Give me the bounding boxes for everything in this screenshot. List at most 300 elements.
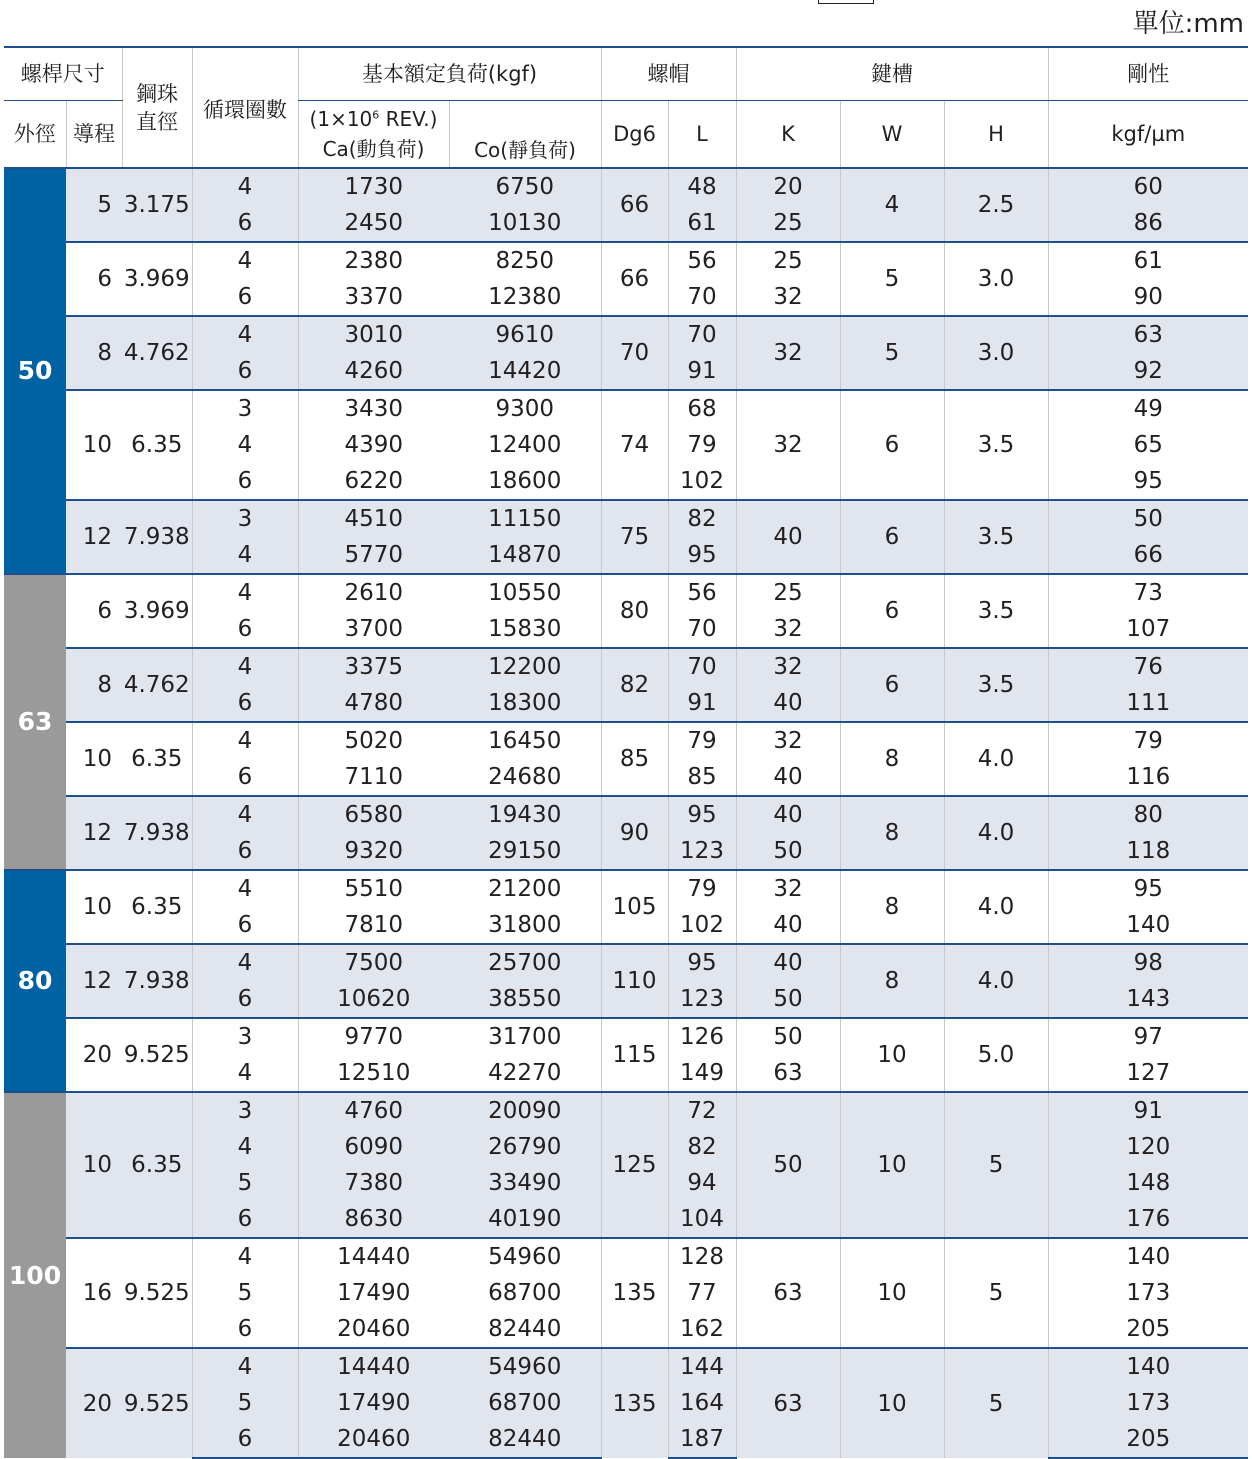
lead-cell: 12: [66, 796, 122, 870]
lead-cell: 16: [66, 1238, 122, 1348]
dg6-cell: 66: [601, 168, 668, 242]
ball-dia-cell: 3.175: [122, 168, 192, 242]
rigidity-cell: 95: [1048, 870, 1248, 907]
circuits-cell: 6: [192, 205, 298, 242]
circuits-cell: 4: [192, 722, 298, 759]
circuits-cell: 6: [192, 463, 298, 500]
nut-length-cell: 61: [668, 205, 736, 242]
nut-length-cell: 70: [668, 611, 736, 648]
keyway-w-cell: 10: [840, 1238, 944, 1348]
ca-cell: 10620: [298, 981, 449, 1018]
circuits-cell: 6: [192, 759, 298, 796]
dg6-cell: 70: [601, 316, 668, 390]
rigidity-cell: 76: [1048, 648, 1248, 685]
circuits-cell: 6: [192, 1311, 298, 1348]
circuits-cell: 6: [192, 685, 298, 722]
nut-length-cell: 95: [668, 944, 736, 981]
nut-length-cell: 128: [668, 1238, 736, 1275]
nut-length-cell: 95: [668, 537, 736, 574]
co-cell: 24680: [488, 764, 562, 790]
nut-length-cell: 70: [668, 316, 736, 353]
circuits-cell: 6: [192, 1201, 298, 1238]
ca-cell: 6220: [298, 463, 449, 500]
rigidity-cell: 79: [1048, 722, 1248, 759]
rigidity-cell: 116: [1048, 759, 1248, 796]
nut-length-cell: 56: [668, 242, 736, 279]
nut-header: 螺帽: [601, 47, 736, 101]
keyway-h-cell: 3.0: [944, 242, 1048, 316]
keyway-k-cell: 32: [736, 316, 840, 390]
dg6-cell: 74: [601, 390, 668, 500]
rigidity-cell: 143: [1048, 981, 1248, 1018]
lead-cell: 10: [66, 1092, 122, 1238]
ca-cell: 4780: [298, 685, 449, 722]
ca-cell: 14440: [298, 1348, 449, 1385]
circuits-cell: 4: [192, 427, 298, 463]
keyway-h-cell: 4.0: [944, 722, 1048, 796]
ball-dia-header: 鋼珠直徑: [122, 47, 192, 168]
dynamic-load-header: [298, 101, 449, 169]
rigidity-cell: 50: [1048, 500, 1248, 537]
keyway-h-cell: 2.5: [944, 168, 1048, 242]
keyway-w-cell: 10: [840, 1018, 944, 1092]
circuits-cell: 4: [192, 796, 298, 833]
table-header: [4, 47, 1248, 168]
keyway-k-cell: 50: [736, 833, 840, 870]
ca-cell: 4510: [298, 500, 449, 537]
co-cell: 10550: [449, 574, 601, 611]
circuits-header: 循環圈數: [192, 47, 298, 168]
rigidity-cell: 173: [1048, 1385, 1248, 1421]
outer-dia-cell: 63: [4, 574, 66, 870]
dg6-cell: 110: [601, 944, 668, 1018]
rigidity-header: 剛性: [1048, 47, 1248, 101]
page-tab-marker: [818, 0, 874, 4]
nut-length-cell: 187: [668, 1421, 736, 1458]
ball-dia-cell: 6.35: [122, 870, 192, 944]
nut-length-cell: 123: [668, 981, 736, 1018]
co-cell: 10130: [449, 205, 601, 242]
dg6-header: Dg6: [601, 101, 668, 169]
co-cell: 38550: [449, 981, 601, 1018]
co-cell: 68700: [488, 1280, 562, 1306]
keyway-w-cell: 10: [840, 1348, 944, 1458]
lead-cell: 6: [66, 242, 122, 316]
rigidity-cell: 91: [1048, 1092, 1248, 1129]
dg6-cell: 80: [601, 574, 668, 648]
keyway-w-cell: 5: [840, 242, 944, 316]
co-cell: 8250: [449, 242, 601, 279]
lead-cell: 5: [66, 168, 122, 242]
dg6-cell: 105: [601, 870, 668, 944]
ball-dia-cell: 3.969: [122, 574, 192, 648]
rigidity-cell: 98: [1048, 944, 1248, 981]
keyway-h-cell: 4.0: [944, 944, 1048, 1018]
co-cell: 42270: [488, 1060, 562, 1086]
keyway-k-cell: 40: [736, 907, 840, 944]
keyway-h-cell: 4.0: [944, 870, 1048, 944]
circuits-cell: 4: [192, 537, 298, 574]
rigidity-cell: 127: [1048, 1055, 1248, 1092]
ball-dia-cell: 6.35: [122, 722, 192, 796]
co-cell: 82440: [449, 1421, 601, 1458]
co-cell: 25700: [449, 944, 601, 981]
dg6-cell: 125: [601, 1092, 668, 1238]
nut-length-cell: 91: [668, 685, 736, 722]
ball-dia-cell: 9.525: [122, 1348, 192, 1458]
dg6-cell: 115: [601, 1018, 668, 1092]
nut-length-cell: 79: [668, 722, 736, 759]
circuits-cell: 3: [192, 1092, 298, 1129]
ball-dia-cell: 4.762: [122, 648, 192, 722]
co-cell: 21200: [449, 870, 601, 907]
ball-dia-cell: 4.762: [122, 316, 192, 390]
circuits-cell: 5: [192, 1385, 298, 1421]
nut-length-cell: 85: [668, 759, 736, 796]
nut-length-cell: 79: [668, 870, 736, 907]
ca-cell: 17490: [298, 1275, 449, 1311]
keyway-header: 鍵槽: [736, 47, 1048, 101]
load-rating-header: 基本額定負荷(kgf): [298, 47, 601, 101]
keyway-w-cell: 6: [840, 500, 944, 574]
rigidity-cell: 73: [1048, 574, 1248, 611]
ca-cell: 3370: [298, 279, 449, 316]
keyway-h-cell: 3.0: [944, 316, 1048, 390]
dg6-cell: 135: [601, 1238, 668, 1348]
unit-label: 單位:mm: [1132, 9, 1244, 39]
co-cell: 31800: [488, 912, 562, 938]
circuits-cell: 5: [192, 1275, 298, 1311]
static-load-header: Co(靜負荷): [449, 101, 601, 169]
keyway-k-cell: 40: [736, 944, 840, 981]
rigidity-unit-header: kgf/µm: [1048, 101, 1248, 169]
rigidity-cell: 205: [1048, 1311, 1248, 1348]
rigidity-cell: 148: [1048, 1165, 1248, 1201]
ca-cell: 6090: [298, 1129, 449, 1165]
ball-dia-cell: 9.525: [122, 1018, 192, 1092]
ca-cell: 20460: [298, 1421, 449, 1458]
nut-length-cell: 102: [668, 907, 736, 944]
keyway-k-cell: 63: [736, 1238, 840, 1348]
keyway-w-cell: 6: [840, 648, 944, 722]
keyway-k-header: K: [736, 101, 840, 169]
ca-cell: 9770: [298, 1018, 449, 1055]
keyway-h-cell: 3.5: [944, 574, 1048, 648]
co-cell: 12400: [488, 432, 562, 458]
nut-length-cell: 79: [668, 427, 736, 463]
circuits-cell: 4: [192, 944, 298, 981]
circuits-cell: 4: [192, 1238, 298, 1275]
table-row: [4, 574, 1248, 611]
co-cell: 12200: [449, 648, 601, 685]
table-row: [4, 870, 1248, 907]
ball-dia-cell: 7.938: [122, 944, 192, 1018]
circuits-cell: 6: [192, 833, 298, 870]
co-cell: 14420: [449, 353, 601, 390]
nut-length-cell: 162: [668, 1311, 736, 1348]
table-row: [4, 500, 1248, 537]
table-body: [4, 168, 1248, 1458]
nut-length-cell: 72: [668, 1092, 736, 1129]
nut-length-cell: 144: [668, 1348, 736, 1385]
circuits-cell: 6: [192, 981, 298, 1018]
circuits-cell: 6: [192, 1421, 298, 1458]
table-row: [4, 944, 1248, 981]
table-row: [4, 242, 1248, 279]
co-cell: 18600: [488, 468, 562, 494]
rigidity-cell: 61: [1048, 242, 1248, 279]
keyway-w-cell: 6: [840, 574, 944, 648]
nut-length-cell: 102: [668, 463, 736, 500]
table-row: [4, 796, 1248, 833]
table-row: [4, 1238, 1248, 1275]
circuits-cell: 6: [192, 611, 298, 648]
rigidity-cell: 65: [1048, 427, 1248, 463]
table-row: [4, 1018, 1248, 1055]
table-row: [4, 390, 1248, 427]
ca-cell: 7810: [298, 907, 449, 944]
rigidity-cell: 118: [1048, 833, 1248, 870]
rigidity-cell: 49: [1048, 390, 1248, 427]
outer-dia-cell: 100: [4, 1092, 66, 1458]
circuits-cell: 4: [192, 870, 298, 907]
rigidity-cell: 140: [1048, 907, 1248, 944]
rigidity-cell: 111: [1048, 685, 1248, 722]
keyway-k-cell: 32: [736, 611, 840, 648]
keyway-k-cell: 25: [736, 242, 840, 279]
co-cell: 9610: [449, 316, 601, 353]
circuits-cell: 4: [192, 1129, 298, 1165]
co-cell: 11150: [449, 500, 601, 537]
table-row: [4, 722, 1248, 759]
lead-cell: 8: [66, 316, 122, 390]
co-cell: 31700: [449, 1018, 601, 1055]
dg6-cell: 90: [601, 796, 668, 870]
co-cell: 40190: [449, 1201, 601, 1238]
keyway-k-cell: 50: [736, 1018, 840, 1055]
keyway-w-cell: 8: [840, 870, 944, 944]
keyway-w-cell: 8: [840, 796, 944, 870]
nut-length-cell: 104: [668, 1201, 736, 1238]
keyway-h-cell: 5: [944, 1238, 1048, 1348]
lead-header: 導程: [66, 101, 122, 169]
ca-cell: 7110: [298, 759, 449, 796]
screw-size-header: 螺桿尺寸: [4, 47, 122, 101]
outer-dia-header: 外徑: [4, 101, 66, 169]
co-cell: 54960: [449, 1348, 601, 1385]
co-cell: 19430: [449, 796, 601, 833]
co-cell: 14870: [449, 537, 601, 574]
circuits-cell: 4: [192, 316, 298, 353]
circuits-cell: 6: [192, 353, 298, 390]
rigidity-cell: 205: [1048, 1421, 1248, 1458]
ball-dia-cell: 3.969: [122, 242, 192, 316]
co-cell: 16450: [449, 722, 601, 759]
keyway-w-cell: 8: [840, 944, 944, 1018]
rigidity-cell: 63: [1048, 316, 1248, 353]
nut-length-cell: 94: [668, 1165, 736, 1201]
rigidity-cell: 86: [1048, 205, 1248, 242]
keyway-h-cell: 5: [944, 1348, 1048, 1458]
ca-cell: 5770: [298, 537, 449, 574]
circuits-cell: 4: [192, 1348, 298, 1385]
ca-cell: 4760: [298, 1092, 449, 1129]
keyway-k-cell: 32: [736, 722, 840, 759]
keyway-w-cell: 4: [840, 168, 944, 242]
co-cell: 15830: [488, 616, 562, 642]
keyway-k-cell: 32: [736, 870, 840, 907]
ball-dia-cell: 6.35: [122, 1092, 192, 1238]
lead-cell: 10: [66, 722, 122, 796]
keyway-h-cell: 4.0: [944, 796, 1048, 870]
circuits-cell: 3: [192, 390, 298, 427]
ball-dia-cell: 6.35: [122, 390, 192, 500]
lead-cell: 10: [66, 870, 122, 944]
ca-cell: 3375: [298, 648, 449, 685]
circuits-cell: 6: [192, 907, 298, 944]
rigidity-cell: 176: [1048, 1201, 1248, 1238]
lead-cell: 20: [66, 1348, 122, 1458]
nut-length-cell: 95: [668, 796, 736, 833]
ball-screw-spec-table: [4, 46, 1248, 1459]
dg6-cell: 82: [601, 648, 668, 722]
keyway-h-cell: 3.5: [944, 648, 1048, 722]
outer-dia-cell: 80: [4, 870, 66, 1092]
nut-length-cell: 164: [668, 1385, 736, 1421]
rigidity-cell: 140: [1048, 1348, 1248, 1385]
ca-cell: 2450: [298, 205, 449, 242]
nut-length-cell: 70: [668, 648, 736, 685]
keyway-w-cell: 10: [840, 1092, 944, 1238]
nut-length-cell: 126: [668, 1018, 736, 1055]
rigidity-cell: 92: [1048, 353, 1248, 390]
lead-cell: 12: [66, 944, 122, 1018]
rigidity-cell: 120: [1048, 1129, 1248, 1165]
keyway-w-cell: 6: [840, 390, 944, 500]
ca-cell: 20460: [298, 1311, 449, 1348]
nut-length-cell: 70: [668, 279, 736, 316]
co-cell: 29150: [449, 833, 601, 870]
ca-cell: 6580: [298, 796, 449, 833]
nut-length-cell: 82: [668, 500, 736, 537]
co-cell: 33490: [449, 1165, 601, 1201]
rigidity-cell: 80: [1048, 796, 1248, 833]
keyway-h-cell: 3.5: [944, 390, 1048, 500]
nut-length-cell: 56: [668, 574, 736, 611]
rigidity-cell: 140: [1048, 1238, 1248, 1275]
ball-dia-cell: 9.525: [122, 1238, 192, 1348]
co-cell: 26790: [449, 1129, 601, 1165]
circuits-cell: 4: [192, 648, 298, 685]
ca-cell: 5510: [298, 870, 449, 907]
table-row: [4, 1092, 1248, 1129]
keyway-k-cell: 40: [736, 759, 840, 796]
ca-cell: 8630: [298, 1201, 449, 1238]
nut-length-cell: 149: [668, 1055, 736, 1092]
ca-cell: 17490: [298, 1385, 449, 1421]
circuits-cell: 3: [192, 500, 298, 537]
table-row: [4, 1348, 1248, 1385]
nut-length-header: L: [668, 101, 736, 169]
outer-dia-cell: 50: [4, 168, 66, 574]
keyway-k-cell: 40: [736, 685, 840, 722]
rigidity-cell: 97: [1048, 1018, 1248, 1055]
dg6-cell: 85: [601, 722, 668, 796]
keyway-k-cell: 32: [736, 390, 840, 500]
rigidity-cell: 60: [1048, 168, 1248, 205]
keyway-k-cell: 20: [736, 168, 840, 205]
rigidity-cell: 66: [1048, 537, 1248, 574]
circuits-cell: 6: [192, 279, 298, 316]
co-cell: 82440: [488, 1316, 562, 1342]
lead-cell: 6: [66, 574, 122, 648]
keyway-h-cell: 3.5: [944, 500, 1048, 574]
co-cell: 9300: [449, 390, 601, 427]
circuits-cell: 4: [192, 574, 298, 611]
ca-cell: 12510: [298, 1055, 449, 1092]
ca-cell: 2610: [298, 574, 449, 611]
ball-dia-cell: 7.938: [122, 796, 192, 870]
ca-cell: 9320: [298, 833, 449, 870]
dg6-cell: 66: [601, 242, 668, 316]
keyway-h-cell: 5: [944, 1092, 1048, 1238]
lead-cell: 8: [66, 648, 122, 722]
rigidity-cell: 107: [1048, 611, 1248, 648]
co-cell: 12380: [488, 284, 562, 310]
rigidity-cell: 95: [1048, 463, 1248, 500]
nut-length-cell: 82: [668, 1129, 736, 1165]
ca-label: Ca(動負荷): [322, 137, 425, 161]
nut-length-cell: 91: [668, 353, 736, 390]
table-row: [4, 316, 1248, 353]
co-cell: 54960: [449, 1238, 601, 1275]
circuits-cell: 4: [192, 242, 298, 279]
nut-length-cell: 68: [668, 390, 736, 427]
keyway-k-cell: 50: [736, 1092, 840, 1238]
ca-cell: 2380: [298, 242, 449, 279]
nut-length-cell: 48: [668, 168, 736, 205]
ca-cell: 3010: [298, 316, 449, 353]
keyway-k-cell: 32: [736, 279, 840, 316]
ball-dia-cell: 7.938: [122, 500, 192, 574]
ca-cell: 5020: [298, 722, 449, 759]
table-row: [4, 168, 1248, 205]
circuits-cell: 4: [192, 1055, 298, 1092]
ca-cell: 7500: [298, 944, 449, 981]
keyway-k-cell: 50: [736, 981, 840, 1018]
lead-cell: 10: [66, 390, 122, 500]
keyway-w-cell: 5: [840, 316, 944, 390]
ca-cell: 3430: [298, 390, 449, 427]
circuits-cell: 5: [192, 1165, 298, 1201]
ca-cell: 3700: [298, 611, 449, 648]
keyway-h-header: H: [944, 101, 1048, 169]
lead-cell: 20: [66, 1018, 122, 1092]
ca-cell: 7380: [298, 1165, 449, 1201]
dg6-cell: 135: [601, 1348, 668, 1458]
ca-cell: 1730: [298, 168, 449, 205]
keyway-k-cell: 63: [736, 1348, 840, 1458]
keyway-h-cell: 5.0: [944, 1018, 1048, 1092]
circuits-cell: 4: [192, 168, 298, 205]
lead-cell: 12: [66, 500, 122, 574]
keyway-k-cell: 25: [736, 574, 840, 611]
co-cell: 20090: [449, 1092, 601, 1129]
co-cell: 18300: [449, 685, 601, 722]
keyway-k-cell: 25: [736, 205, 840, 242]
ca-cell: 4260: [298, 353, 449, 390]
rev-basis-label: ($1\times 10^6$ REV.): [309, 107, 438, 131]
